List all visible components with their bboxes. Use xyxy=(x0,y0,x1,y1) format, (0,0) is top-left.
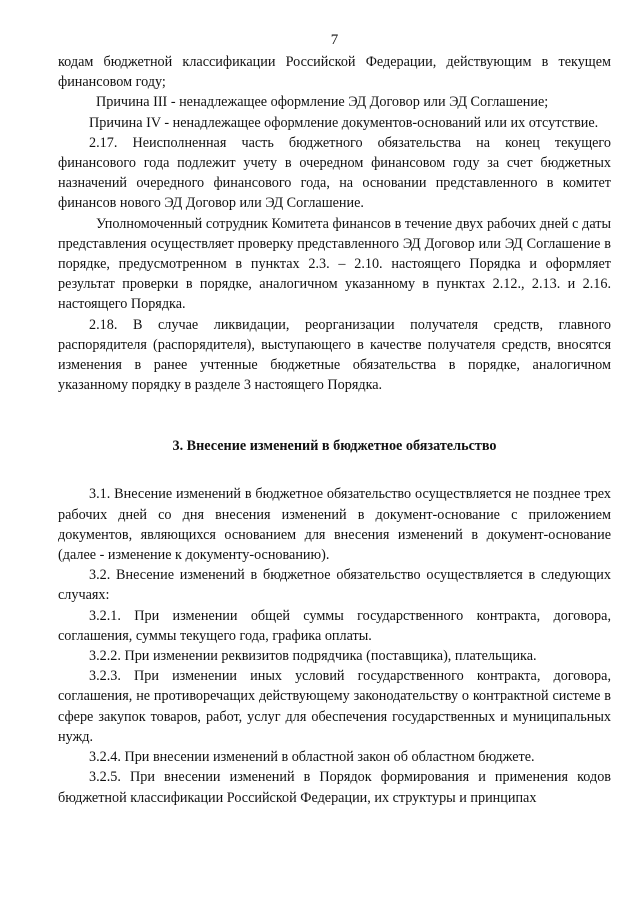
paragraph-authorized-employee: Уполномоченный сотрудник Комитета финансов в течение двух рабочих дней с даты представления осуществляет проверку представленного ЭД Договор или ЭД Соглашение в порядке, предусмотренном в пунктах 2.3. – 2.10. настоящего Порядка и оформляет результат проверки в порядке, аналогичном указанному в пунктах 2.12., 2.13. и 2.16. настоящего Порядка. xyxy=(58,215,611,313)
page-number: 7 xyxy=(330,32,339,48)
paragraph-2-18: 2.18. В случае ликвидации, реорганизации получателя средств, главного распорядителя (распорядителя), выступающего в качестве получателя средств, вносятся изменения в ранее учтенные бюджетные обязательства в порядке, аналогичном указанному порядку в разделе 3 настоящего Порядка. xyxy=(58,316,611,394)
paragraph-reason-3: Причина III - ненадлежащее оформление ЭД Договор или ЭД Соглашение; xyxy=(96,94,549,111)
paragraph-3-2-3: 3.2.3. При изменении иных условий государственного контракта, договора, соглашения, не противоречащих действующему законодательству о контрактной системе в сфере закупок товаров, работ, услуг для обеспечения государственных и муниципальных нужд. xyxy=(58,668,611,745)
paragraph-3-2-5: 3.2.5. При внесении изменений в Порядок формирования и применения кодов бюджетной классификации Российской Федерации, их структуры и принципах xyxy=(58,769,611,806)
section-heading-3: 3. Внесение изменений в бюджетное обязательство xyxy=(172,438,497,455)
paragraph-3-2: 3.2. Внесение изменений в бюджетное обязательство осуществляется в следующих случаях: xyxy=(58,567,611,604)
paragraph-3-2-4: 3.2.4. При внесении изменений в областной закон об областном бюджете. xyxy=(89,749,535,766)
paragraph-3-2-1: 3.2.1. При изменении общей суммы государственного контракта, договора, соглашения, суммы текущего года, графика оплаты. xyxy=(58,607,611,644)
paragraph-3-1: 3.1. Внесение изменений в бюджетное обязательство осуществляется не позднее трех рабочих дней со дня внесения изменений в документ-основание с приложением документов, являющихся основанием для внесения изменений в документ-основание (далее - изменение к документу-основанию). xyxy=(58,486,611,564)
paragraph-budget-codes: кодам бюджетной классификации Российской Федерации, действующим в текущем финансовом году; xyxy=(58,54,611,91)
paragraph-reason-4: Причина IV - ненадлежащее оформление документов-оснований или их отсутствие. xyxy=(89,114,599,131)
paragraph-3-2-2: 3.2.2. При изменении реквизитов подрядчика (поставщика), плательщика. xyxy=(89,648,537,665)
paragraph-2-17: 2.17. Неисполненная часть бюджетного обязательства на конец текущего финансового года подлежит учету в очередном финансовом году за счет бюджетных назначений очередного финансового года, на основании представленного в комитет финансов нового ЭД Договор или ЭД Соглашение. xyxy=(58,134,611,212)
